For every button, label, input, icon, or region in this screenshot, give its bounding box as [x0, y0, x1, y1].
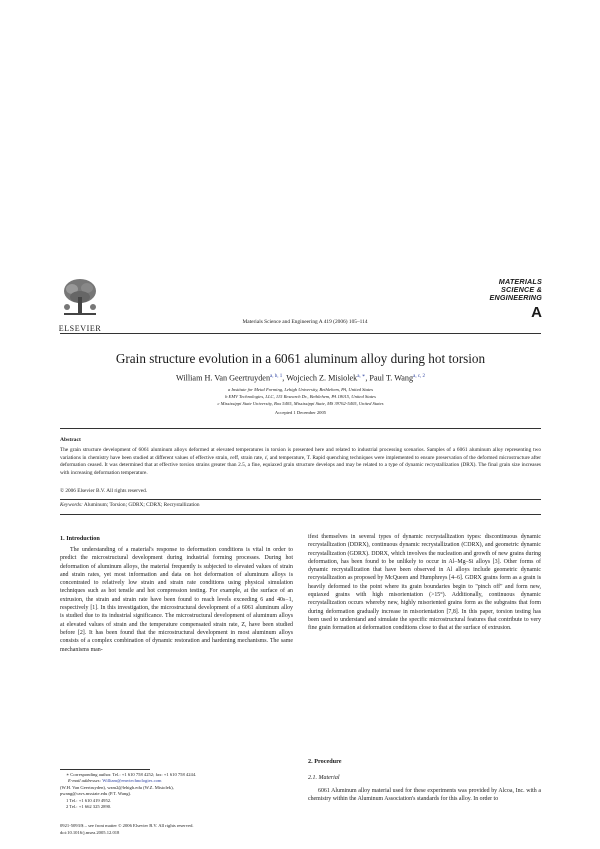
right-column-paragraph: ifest themselves in several types of dynamic recrystallization types: discontinuous dynamic recrystallization (DDRX), continuous dynamic recrystallization (CDRX), and geometric dynamic recrystallization (GDRX). DDRX, which involves the nucleation and growth of new grains during deformation, has been found to be unlikely to occur in Al–Mg–Si alloys [3]. Other forms of dynamic recrystallization that have been observed in Al alloys include geometric dynamic recrystallization as proposed by McQueen and Humphreys [4–6]. GDRX grains form as a grain is heavily deformed to the point where its grain boundaries begin to "pinch off" and form new, equiaxed grains with high misorientation (>15°). Additionally, continuous dynamic recrystallization occurs whereby new, highly misoriented grains form as the subgrains that form during deformation gradually increase in misorientation [7,8]. In this paper, torsion testing has been used to understand and simulate the specific microstructural features that contribute to very fine grain formation at deformation conditions close to that at the surface of extrusion. [308, 534, 541, 632]
footnote-email-2: pwang@cavs.msstate.edu (P.T. Wang). [60, 791, 132, 797]
affiliation-b: b EMV Technologies, LLC, 115 Research Dr., Bethlehem, PA 18015, United States [225, 394, 376, 399]
article-title: Grain structure evolution in a 6061 aluminum alloy during hot torsion [115, 351, 486, 366]
journal-logo-line2: SCIENCE & [501, 285, 542, 294]
abstract-heading: Abstract [60, 437, 81, 443]
keywords [60, 502, 541, 510]
email-label: E-mail addresses: [68, 778, 102, 784]
affiliation-c: c Mississippi State University, Box 5405, Mississippi State, MS 39762-5405, United States [217, 401, 384, 406]
author-2: , Wojciech Z. Misiolek [282, 373, 358, 383]
author-1-affil[interactable]: a, b, 1 [270, 374, 283, 379]
keywords-label: Keywords: [60, 502, 83, 508]
journal-logo [466, 277, 542, 329]
footnote-tel-1: 1 Tel.: +1 610 419 4952. [66, 797, 112, 803]
doi-line[interactable]: doi:10.1016/j.msea.2005.12.018 [60, 830, 120, 835]
section-procedure-heading: 2. Procedure [308, 758, 342, 765]
subsection-material-heading: 2.1. Material [308, 775, 340, 781]
journal-logo-line3: ENGINEERING [489, 293, 542, 302]
author-3: , Paul T. Wang [365, 373, 414, 383]
email-link-1[interactable]: William@emvtechnologies.com [102, 778, 162, 784]
footnotes [60, 772, 293, 810]
footnote-rule [60, 769, 150, 770]
introduction-paragraph: The understanding of a material's response to deformation conditions is vital in order to predict the microstructural development during industrial forming processes. During hot deformation of aluminum alloys, the material frequently is subjected to elevated values of strain and strain rates, yet most information and data on hot deformation of aluminum alloys is concentrated to relatively low strain and strain rate conditions using physical simulation techniques such as hot tensile and hot compression testing. For example, at the surface of an extrusion, the strain and strain rate have been found to reach levels exceeding 6 and 40s−1, respectively [1]. In this investigation, the microstructural development of a 6061 aluminum alloy is studied due to its industrial significance. The microstructural development of aluminum alloys at elevated values of strain and the temperature compensated strain rate, Z, have been studied before [2]. It has been found that the microstructural development in most aluminum alloys consists of a complex combination of dynamic restoration and hardening mechanisms. The same mechanisms man- [60, 547, 293, 653]
issn-line: 0921-5093/$ – see front matter © 2006 Elsevier B.V. All rights reserved. [60, 823, 194, 828]
section-introduction-heading: 1. Introduction [60, 535, 100, 542]
author-2-affil[interactable]: a, ∗ [357, 374, 366, 379]
footnote-email-who: (W.H. Van Geertruyden), wzm2@lehigh.edu (W.Z. Misiolek), [60, 784, 174, 790]
material-paragraph: 6061 Aluminum alloy material used for these experiments was provided by Alcoa, Inc. with a chemistry within the Aluminum Association's standards for this alloy. In order to [308, 788, 541, 803]
elsevier-tree-icon [58, 277, 102, 319]
header-rule [60, 333, 541, 334]
affiliation-a: a Institute for Metal Forming, Lehigh University, Bethlehem, PA, United States [227, 387, 374, 392]
accepted-date: Accepted 1 December 2005 [274, 410, 327, 415]
abstract-bottom-rule [60, 514, 541, 515]
footnote-corresponding: ∗ Corresponding author. Tel.: +1 610 758 4252; fax: +1 610 758 4244. [66, 772, 197, 777]
keywords-list: Aluminum; Torsion; GDRX; CDRX; Recrystallization [83, 502, 200, 508]
abstract-text: The grain structure development of 6061 aluminum alloys deformed at elevated temperatures in torsion is presented here and related to industrial processing scenarios. Samples of a 6061 aluminum alloy representing two variations in chemistry have been studied at different values of effective strain, εeff, strain rate, ε̇, and temperature, T. Rapid quenching techniques were implemented to ensure preservation of the deformed microstructure after deformation ceased. It was determined that at effective torsion strains greater than 2.5, a fine, equiaxed grain structure develops and may be related to a type of dynamic recrystallization (DRX). The final grain size increases with increasing deformation temperature. [60, 447, 541, 476]
keywords-rule [60, 499, 541, 500]
footnote-tel-2: 2 Tel.: +1 662 325 2890. [66, 804, 112, 810]
journal-citation: Materials Science and Engineering A 419 (2006) 105–114 [242, 319, 368, 325]
abstract-top-rule [60, 428, 541, 429]
elsevier-logo [58, 277, 102, 333]
journal-logo-line1: MATERIALS [498, 277, 542, 286]
author-list [60, 371, 541, 384]
journal-logo-letter: A [531, 304, 542, 321]
author-3-affil[interactable]: a, c, 2 [413, 374, 426, 379]
author-1: William H. Van Geertruyden [175, 373, 271, 383]
publisher-name: ELSEVIER [58, 324, 102, 333]
abstract-copyright: © 2006 Elsevier B.V. All rights reserved. [60, 488, 148, 494]
